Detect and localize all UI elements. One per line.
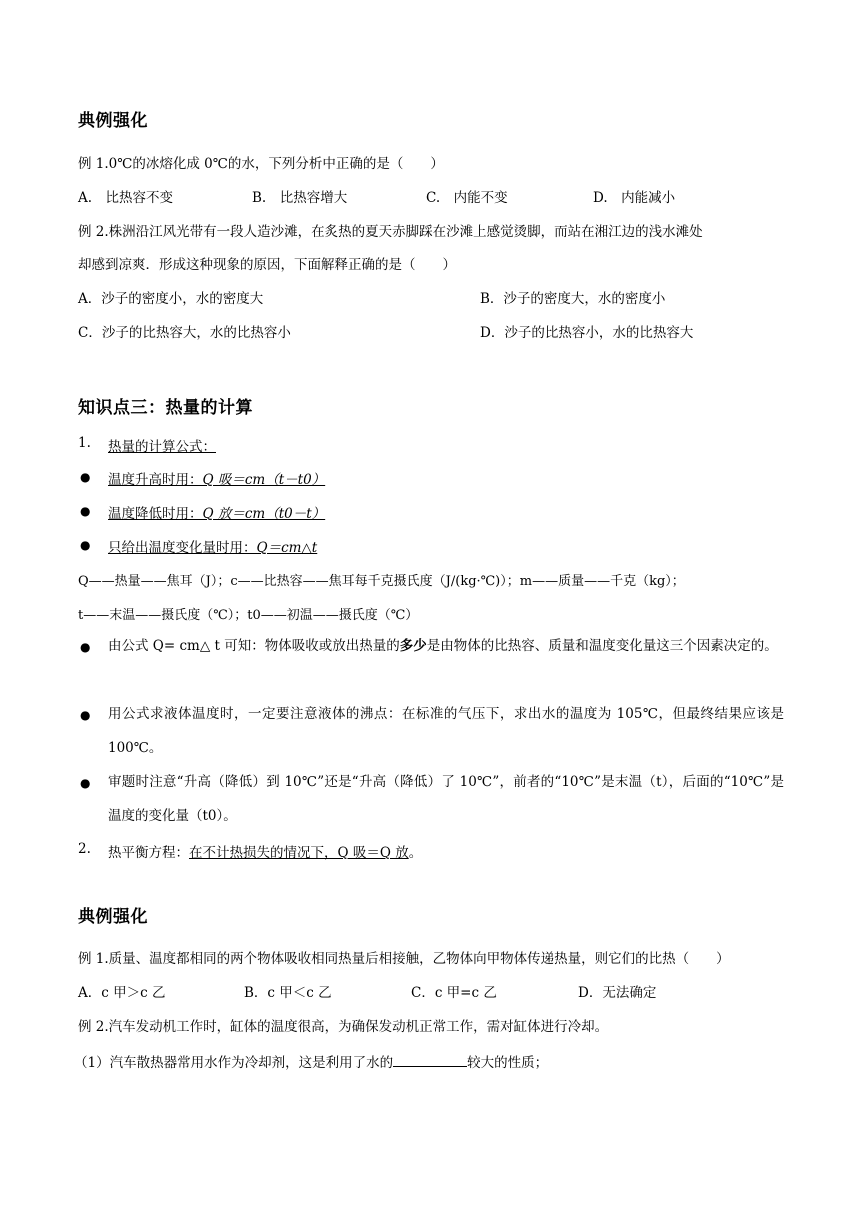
- bullet-1-text: [108, 629, 784, 663]
- option-b: B．沙子的密度大，水的密度小: [480, 291, 666, 307]
- example-2-stem: 例 2.汽车发动机工作时，缸体的温度很高，为确保发动机正常工作，需对缸体进行冷却。: [78, 1019, 609, 1035]
- bullet-1-post: 是由物体的比热容、质量和温度变化量这三个因素决定的。: [426, 638, 778, 654]
- example-2-stem-line2: 却感到凉爽．形成这种现象的原因，下面解释正确的是（ ）: [78, 257, 456, 273]
- option-b: B. 比热容增大: [252, 190, 348, 206]
- formula-1-label: 温度升高时用：: [108, 472, 203, 488]
- formula-1: [108, 468, 325, 488]
- option-c: C. 内能不变: [426, 190, 508, 206]
- option-c: C．沙子的比热容大，水的比热容小: [78, 325, 291, 341]
- option-d: D．无法确定: [578, 985, 657, 1001]
- bullet-1-pre: 由公式 Q= cm△ t 可知：物体吸收或放出热量的: [108, 638, 400, 654]
- option-a: A. 比热容不变: [78, 190, 174, 206]
- option-a: A．c 甲＞c 乙: [78, 985, 166, 1001]
- formula-2-expr: Q 放＝cm（t0－t）: [202, 506, 326, 522]
- formula-1-expr: Q 吸＝cm（t－t0）: [202, 472, 326, 488]
- answer-blank[interactable]: [393, 1052, 467, 1067]
- knowledge-heading: 知识点三：热量的计算: [78, 398, 253, 418]
- bullet-icon: ●: [80, 504, 91, 518]
- question-1-pre: （1）汽车散热器常用水作为冷却剂，这是利用了水的: [74, 1055, 394, 1071]
- formula-3-expr: Q＝cm△t: [256, 540, 318, 556]
- option-a: A．沙子的密度小，水的密度大: [78, 291, 264, 307]
- example-1-stem: 例 1.质量、温度都相同的两个物体吸收相同热量后相接触，乙物体向甲物体传递热量，则它们的比热（ ）: [78, 951, 730, 967]
- item-number: 1.: [78, 435, 91, 451]
- option-d: D．沙子的比热容小，水的比热容大: [480, 325, 694, 341]
- legend-line-1: Q——热量——焦耳（J）；c——比热容——焦耳每千克摄氏度（J/(kg·℃)）；m——质量——千克（kg）；: [78, 574, 685, 589]
- example-1-stem: 例 1.0℃的冰熔化成 0℃的水，下列分析中正确的是（ ）: [78, 156, 444, 172]
- option-d: D. 内能减小: [593, 190, 676, 206]
- bullet-icon: ●: [80, 538, 91, 552]
- formula-2-label: 温度降低时用：: [108, 506, 203, 522]
- option-c: C．c 甲=c 乙: [411, 985, 497, 1001]
- bullet-icon: ●: [80, 708, 91, 722]
- example-2-stem-line1: 例 2.株洲沿江风光带有一段人造沙滩，在炙热的夏天赤脚踩在沙滩上感觉烫脚，而站在湘江边的浅水滩处: [78, 224, 703, 240]
- formula-2: [108, 502, 325, 522]
- item-number: 2.: [78, 841, 91, 857]
- bullet-icon: ●: [80, 640, 91, 654]
- bullet-icon: ●: [80, 470, 91, 484]
- question-1: [74, 1051, 548, 1071]
- option-b: B．c 甲＜c 乙: [244, 985, 332, 1001]
- bullet-3-text: 审题时注意“升高（降低）到 10℃”还是“升高（降低）了 10℃”，前者的“10℃”是末温（t），后面的“10℃”是温度的变化量（t0）。: [108, 774, 784, 824]
- item-2-equation: 在不计热损失的情况下，Q 吸＝Q 放: [189, 845, 409, 861]
- formula-3: [108, 536, 317, 556]
- section-heading: 典例强化: [78, 111, 148, 131]
- item-2-end: 。: [408, 845, 423, 861]
- section-heading: 典例强化: [78, 907, 148, 927]
- item-2-label: 热平衡方程：: [108, 845, 189, 861]
- bullet-icon: ●: [80, 776, 91, 790]
- bullet-2-text: 用公式求液体温度时，一定要注意液体的沸点：在标准的气压下，求出水的温度为 105℃，但最终结果应该是 100℃。: [108, 706, 784, 756]
- legend-line-2: t——末温——摄氏度（℃）；t0——初温——摄氏度（℃）: [78, 608, 419, 623]
- formula-3-label: 只给出温度变化量时用：: [108, 540, 257, 556]
- item-2-text: [108, 841, 422, 861]
- item-1-text: 热量的计算公式：: [108, 439, 216, 455]
- question-1-post: 较大的性质；: [467, 1055, 549, 1071]
- bullet-1-bold: 多少: [399, 638, 427, 654]
